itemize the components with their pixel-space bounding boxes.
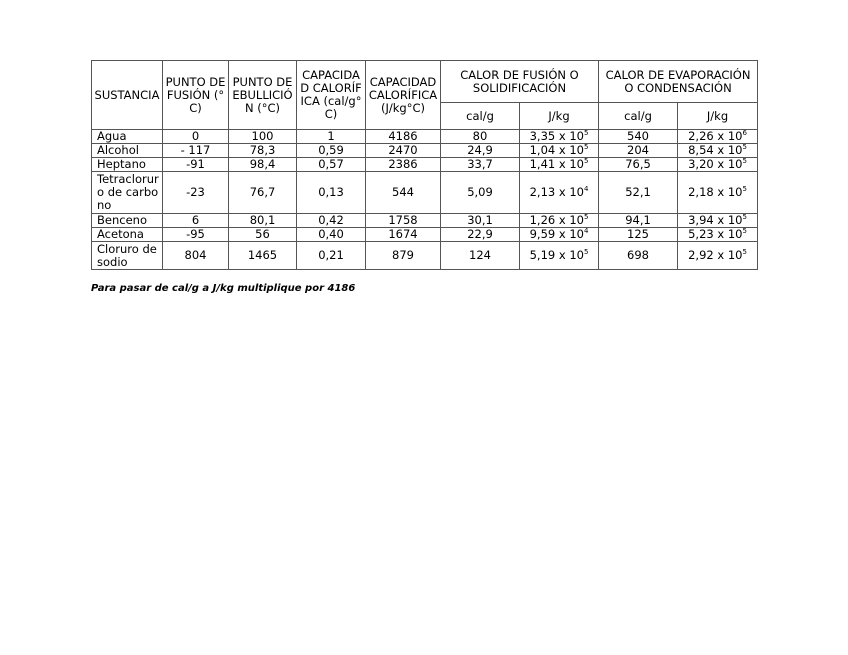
cell-ecal: 52,1 [599,172,678,214]
cell-cj: 4186 [366,130,441,144]
cell-ej: 2,18 x $10^5$ [678,172,758,214]
cell-name: Agua [92,130,163,144]
header-sustancia: SUSTANCIA [92,61,163,130]
cell-fcal: 22,9 [441,228,520,242]
cell-ej: 3,94 x $10^5$ [678,214,758,228]
cell-fcal: 124 [441,242,520,270]
table-row [92,242,758,270]
cell-pe: 80,1 [229,214,297,228]
cell-fj: 1,26 x $10^5$ [520,214,599,228]
cell-ecal: 540 [599,130,678,144]
cell-cc: 0,42 [297,214,366,228]
cell-pe: 98,4 [229,158,297,172]
cell-ecal: 94,1 [599,214,678,228]
cell-cc: 0,40 [297,228,366,242]
cell-ecal: 204 [599,144,678,158]
cell-fcal: 33,7 [441,158,520,172]
properties-table [91,60,758,270]
header-punto-ebullicion: PUNTO DE EBULLICIÓN (°C) [229,61,297,130]
table-row [92,228,758,242]
table-row [92,144,758,158]
cell-ecal: 698 [599,242,678,270]
cell-pe: 100 [229,130,297,144]
cell-fj: 5,19 x $10^5$ [520,242,599,270]
cell-pf: 6 [163,214,229,228]
cell-cc: 1 [297,130,366,144]
header-calor-evaporacion: CALOR DE EVAPORACIÓN O CONDENSACIÓN [599,61,758,103]
table-row [92,130,758,144]
header-fusion-jkg: J/kg [520,103,599,130]
cell-ecal: 125 [599,228,678,242]
cell-fj: 9,59 x $10^4$ [520,228,599,242]
cell-cc: 0,13 [297,172,366,214]
cell-ej: 3,20 x $10^5$ [678,158,758,172]
header-capacidad-cal: CAPACIDAD CALORÍFICA (cal/g°C) [297,61,366,130]
header-evap-calg: cal/g [599,103,678,130]
cell-cj: 879 [366,242,441,270]
cell-cc: 0,57 [297,158,366,172]
cell-ej: 8,54 x $10^5$ [678,144,758,158]
cell-fcal: 80 [441,130,520,144]
cell-pf: 804 [163,242,229,270]
cell-cj: 544 [366,172,441,214]
cell-ej: 2,26 x $10^6$ [678,130,758,144]
table-row [92,172,758,214]
cell-ej: 2,92 x $10^5$ [678,242,758,270]
cell-pe: 76,7 [229,172,297,214]
cell-fcal: 24,9 [441,144,520,158]
cell-pf: - 117 [163,144,229,158]
cell-fcal: 30,1 [441,214,520,228]
cell-fj: 3,35 x $10^5$ [520,130,599,144]
cell-fj: 2,13 x $10^4$ [520,172,599,214]
cell-name: Tetracloruro de carbono [92,172,163,214]
cell-cj: 1758 [366,214,441,228]
cell-cj: 2470 [366,144,441,158]
cell-name: Alcohol [92,144,163,158]
cell-name: Cloruro de sodio [92,242,163,270]
cell-pf: 0 [163,130,229,144]
header-evap-jkg: J/kg [678,103,758,130]
cell-name: Benceno [92,214,163,228]
header-punto-fusion: PUNTO DE FUSIÓN (°C) [163,61,229,130]
cell-cc: 0,59 [297,144,366,158]
cell-fj: 1,04 x $10^5$ [520,144,599,158]
cell-fj: 1,41 x $10^5$ [520,158,599,172]
cell-pf: -23 [163,172,229,214]
cell-cj: 2386 [366,158,441,172]
header-fusion-calg: cal/g [441,103,520,130]
conversion-note: Para pasar de cal/g a J/kg multiplique por 4186 [91,283,356,294]
cell-ej: 5,23 x $10^5$ [678,228,758,242]
header-capacidad-j: CAPACIDAD CALORÍFICA (J/kg°C) [366,61,441,130]
table-row [92,158,758,172]
table-row [92,214,758,228]
cell-cc: 0,21 [297,242,366,270]
cell-ecal: 76,5 [599,158,678,172]
cell-pf: -91 [163,158,229,172]
cell-name: Heptano [92,158,163,172]
header-calor-fusion: CALOR DE FUSIÓN O SOLIDIFICACIÓN [441,61,599,103]
cell-cj: 1674 [366,228,441,242]
cell-pe: 1465 [229,242,297,270]
cell-name: Acetona [92,228,163,242]
cell-fcal: 5,09 [441,172,520,214]
cell-pe: 56 [229,228,297,242]
cell-pf: -95 [163,228,229,242]
cell-pe: 78,3 [229,144,297,158]
